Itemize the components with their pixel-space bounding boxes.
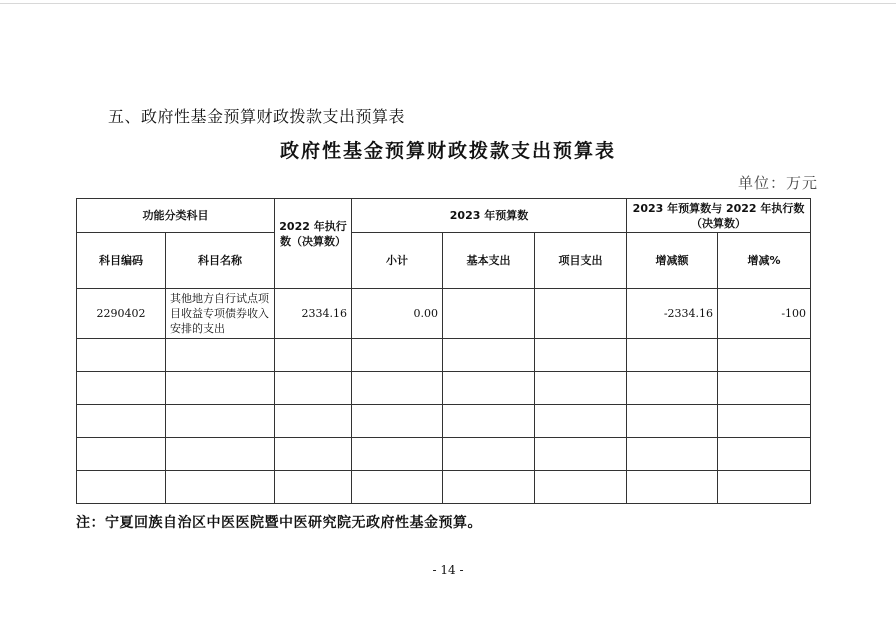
empty-row [77, 438, 811, 471]
header-row-1 [77, 199, 811, 233]
header-project: 项目支出 [535, 233, 627, 289]
header-subtotal: 小计 [352, 233, 443, 289]
header-name: 科目名称 [166, 233, 275, 289]
row-project [535, 289, 627, 339]
header-change-pct: 增减% [718, 233, 811, 289]
empty-row [77, 405, 811, 438]
header-comparison: 2023 年预算数与 2022 年执行数（决算数） [627, 199, 811, 233]
row-basic [443, 289, 535, 339]
budget-table [76, 198, 811, 504]
row-change-pct: -100 [718, 289, 811, 339]
section-heading: 五、政府性基金预算财政拨款支出预算表 [108, 107, 406, 126]
row-change-amount: -2334.16 [627, 289, 718, 339]
header-change-amount: 增减额 [627, 233, 718, 289]
header-category: 功能分类科目 [77, 199, 275, 233]
row-code: 2290402 [77, 289, 166, 339]
page-top-border [0, 3, 896, 4]
header-basic: 基本支出 [443, 233, 535, 289]
header-budget-2023: 2023 年预算数 [352, 199, 627, 233]
unit-label: 单位：万元 [737, 174, 818, 192]
empty-row [77, 339, 811, 372]
table-row [77, 289, 811, 339]
header-execution-2022: 2022 年执行数（决算数） [275, 199, 352, 289]
page-number: - 14 - [432, 563, 464, 577]
table-note: 注：宁夏回族自治区中医医院暨中医研究院无政府性基金预算。 [76, 515, 482, 531]
empty-row [77, 372, 811, 405]
document-title: 政府性基金预算财政拨款支出预算表 [279, 140, 616, 162]
empty-row [77, 471, 811, 504]
header-row-2 [77, 233, 811, 289]
row-subtotal: 0.00 [352, 289, 443, 339]
row-execution-2022: 2334.16 [275, 289, 352, 339]
row-name: 其他地方自行试点项目收益专项债券收入安排的支出 [166, 289, 275, 339]
header-code: 科目编码 [77, 233, 166, 289]
